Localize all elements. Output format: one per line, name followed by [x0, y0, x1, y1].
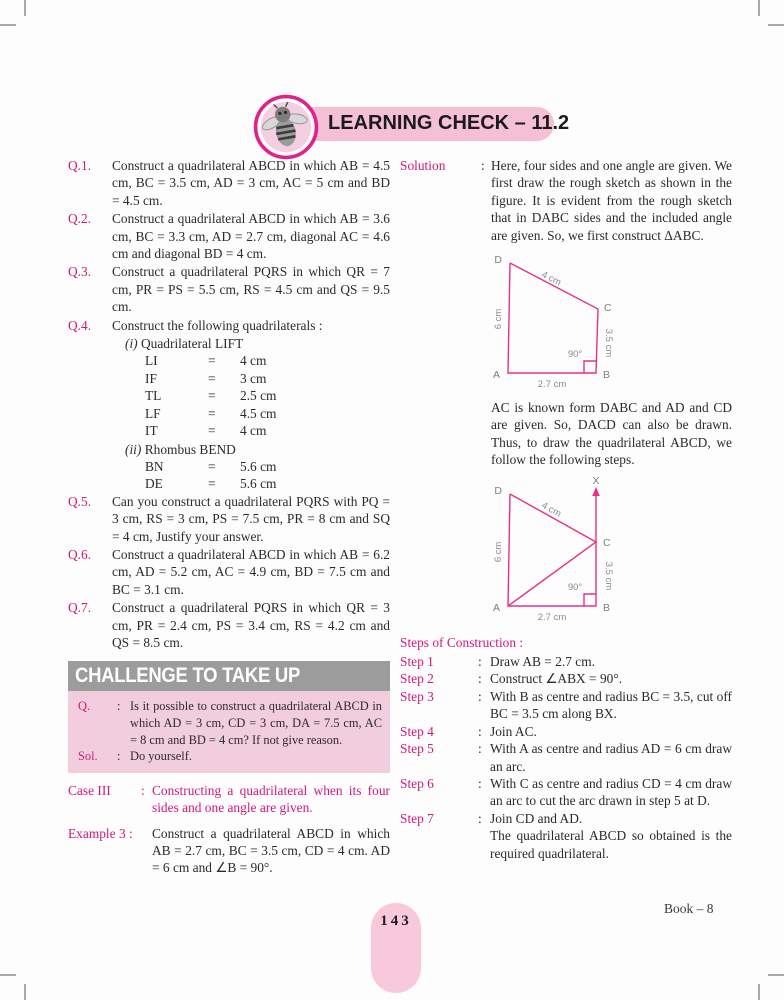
crop-mark [758, 0, 760, 16]
colon-separator: : [117, 699, 121, 714]
side-label-bc: 3.5 cm [603, 328, 614, 358]
step-item-5 [400, 740, 732, 775]
spec-row [68, 387, 390, 404]
book-label: Book – 8 [664, 901, 714, 916]
colon-separator: : [481, 158, 485, 173]
example-text: Construct a quadrilateral ABCD in which AB = 2.7 cm, BC = 3.5 cm, CD = 4 cm. AD = 6 cm and ∠B = 90°. [152, 825, 390, 876]
crop-mark [0, 974, 16, 976]
vertex-label-b: B [603, 601, 611, 614]
step-text: Join CD and AD. [490, 810, 583, 826]
learning-check-banner [292, 107, 570, 141]
solution-mid-text: AC is known form DABC and AD and CD are given. So, DACD can also be drawn. Thus, to draw the quadrilateral ABCD, we follow the following steps. [491, 400, 732, 468]
angle-label-b: 90° [567, 581, 583, 593]
question-item-q3 [68, 263, 390, 315]
vertex-label-x: X [592, 475, 600, 487]
challenge-sol-label: Sol. [78, 749, 98, 764]
challenge-banner-title: CHALLENGE TO TAKE UP [75, 664, 301, 688]
step-label: Step 1 [400, 654, 434, 670]
vertex-label-c: C [603, 536, 611, 549]
vertex-label-a: A [492, 601, 500, 614]
side-label-ab: 2.7 cm [537, 611, 567, 623]
colon-separator: : [478, 775, 482, 791]
challenge-solution [76, 748, 382, 765]
spec-value: 5.6 cm [240, 458, 277, 474]
colon-separator: : [478, 810, 482, 826]
colon-separator: : [478, 723, 482, 739]
spec-side: TL [145, 388, 162, 404]
step-label: Step 5 [400, 741, 434, 757]
step-item-2 [400, 670, 732, 687]
question-item-q2 [68, 210, 390, 262]
side-label-ad: 6 cm [493, 308, 504, 330]
case-text: Constructing a quadrilateral when its four sides and one angle are given. [152, 782, 390, 816]
spec-equals: = [208, 388, 216, 404]
q4-part-i-title [68, 335, 390, 352]
question-label: Q.3. [68, 264, 92, 280]
spec-side: DE [145, 476, 163, 492]
step-text: Draw AB = 2.7 cm. [490, 654, 595, 670]
question-label: Q.1. [68, 158, 92, 173]
crop-mark [768, 24, 784, 26]
spec-equals: = [208, 476, 216, 492]
side-label-ab: 2.7 cm [537, 379, 567, 391]
question-item-q4 [68, 317, 390, 334]
crop-mark [758, 984, 760, 1000]
part-label: (i) [125, 336, 138, 352]
colon-separator: : [478, 654, 482, 670]
spec-value: 4 cm [240, 423, 267, 439]
part-title-text: Quadrilateral LIFT [141, 336, 244, 352]
spec-value: 4 cm [240, 353, 267, 369]
spec-value: 4.5 cm [240, 405, 277, 421]
case-heading [68, 782, 390, 817]
crop-mark [24, 0, 26, 16]
part-title-text: Rhombus BEND [144, 441, 236, 457]
question-item-q7 [68, 599, 390, 651]
left-column [68, 157, 390, 877]
question-item-q5 [68, 493, 390, 545]
construction-figure [462, 476, 652, 628]
step-item-3 [400, 688, 732, 723]
vertex-label-d: D [494, 254, 502, 267]
question-label: Q.6. [68, 546, 92, 562]
colon-separator: : [478, 688, 482, 704]
challenge-banner [68, 661, 390, 691]
side-label-dc: 4 cm [539, 269, 563, 289]
step-text: With A as centre and radius AD = 6 cm draw an arc. [490, 741, 732, 774]
question-item-q6 [68, 546, 390, 598]
angle-label-b: 90° [567, 349, 583, 361]
steps-conclusion: The quadrilateral ABCD so obtained is the required quadrilateral. [490, 828, 732, 861]
crop-mark [0, 24, 16, 26]
side-label-ad: 6 cm [493, 541, 504, 562]
challenge-question [76, 698, 382, 748]
step-label: Step 4 [400, 723, 434, 739]
question-text: Construct a quadrilateral ABCD in which AB = 4.5 cm, BC = 3.5 cm, AD = 3 cm, AC = 5 cm and BD = 4.5 cm. [112, 158, 390, 208]
page-number: 143 [380, 913, 412, 929]
spec-value: 5.6 cm [240, 476, 277, 492]
question-text: Construct a quadrilateral ABCD in which AB = 3.6 cm, BC = 3.3 cm, AD = 2.7 cm, diagonal AC = 4.6 cm and diagonal BD = 4 cm. [112, 211, 390, 262]
spec-equals: = [208, 353, 216, 369]
spec-row [68, 352, 390, 369]
vertex-label-b: B [603, 369, 611, 382]
step-text: Construct ∠ABX = 90°. [490, 671, 623, 687]
spec-side: IF [145, 370, 157, 386]
spec-row [68, 458, 390, 475]
challenge-q-text: Is it possible to construct a quadrilateral ABCD in which AD = 3 cm, CD = 3 cm, DA = 7.5 cm, AC = 8 cm and BD = 4 cm? If not give reason. [130, 699, 382, 747]
step-item-7 [400, 810, 732, 827]
crop-mark [768, 974, 784, 976]
step-item-1 [400, 653, 732, 670]
spec-row [68, 405, 390, 422]
step-text: With C as centre and radius CD = 4 cm draw an arc to cut the arc drawn in step 5 at D. [490, 775, 732, 809]
question-label: Q.4. [68, 317, 92, 333]
step-text: With B as centre and radius BC = 3.5, cut off BC = 3.5 cm along BX. [490, 688, 732, 722]
challenge-box [68, 691, 390, 772]
vertex-label-d: D [494, 484, 502, 497]
page-number-pill [371, 903, 421, 993]
spec-side: LF [145, 405, 161, 421]
question-text: Can you construct a quadrilateral PQRS with PQ = 3 cm, RS = 3 cm, PS = 7.5 cm, PR = 8 cm and SQ = 4 cm, Justify your answer. [112, 493, 390, 544]
step-item-4 [400, 723, 732, 740]
step-item-6 [400, 775, 732, 810]
spec-row [68, 370, 390, 387]
step-label: Step 2 [400, 671, 434, 687]
question-text: Construct a quadrilateral ABCD in which AB = 6.2 cm, AD = 5.2 cm, AC = 4.9 cm, BD = 7.5 cm and BC = 3.1 cm. [112, 546, 390, 597]
spec-side: IT [145, 423, 158, 439]
question-text: Construct a quadrilateral PQRS in which QR = 7 cm, PR = PS = 5.5 cm, RS = 4.5 cm and QS = 9.5 cm. [112, 264, 390, 315]
colon-separator: : [478, 741, 482, 757]
spec-equals: = [208, 370, 216, 386]
spec-side: BN [145, 458, 164, 474]
solution-continuation [400, 399, 732, 469]
step-label: Step 3 [400, 688, 434, 704]
vertex-label-c: C [604, 302, 612, 315]
spec-row [68, 422, 390, 439]
challenge-sol-text: Do yourself. [130, 749, 192, 764]
solution-label: Solution [400, 158, 446, 173]
q4-part-ii-title [68, 441, 390, 458]
colon-separator: : [141, 782, 145, 798]
side-label-dc: 4 cm [539, 499, 563, 520]
example-label: Example 3 : [68, 825, 133, 841]
bee-icon [253, 94, 319, 160]
step-label: Step 6 [400, 775, 434, 791]
example-item [68, 825, 390, 877]
steps-title: Steps of Construction : [400, 634, 524, 650]
spec-value: 2.5 cm [240, 388, 277, 404]
question-text: Construct the following quadrilaterals : [112, 317, 323, 333]
question-item-q1 [68, 157, 390, 209]
spec-value: 3 cm [240, 370, 267, 386]
part-label: (ii) [125, 441, 142, 457]
spec-equals: = [208, 458, 216, 474]
case-label: Case III [68, 782, 111, 798]
spec-row [68, 475, 390, 492]
rough-sketch-figure [462, 251, 652, 396]
colon-separator: : [117, 749, 121, 764]
step-text: Join AC. [490, 723, 537, 739]
question-label: Q.5. [68, 493, 92, 509]
step-label: Step 7 [400, 810, 434, 826]
question-label: Q.7. [68, 600, 92, 616]
challenge-q-label: Q. [78, 699, 91, 714]
spec-equals: = [208, 405, 216, 421]
vertex-label-a: A [492, 369, 500, 382]
question-text: Construct a quadrilateral PQRS in which QR = 3 cm, PR = 2.4 cm, PS = 3.4 cm, RS = 4.2 cm and QS = 8.5 cm. [112, 600, 390, 650]
side-label-bc: 3.5 cm [603, 561, 614, 590]
section-title: LEARNING CHECK – 11.2 [328, 112, 570, 134]
colon-separator: : [478, 671, 482, 687]
right-column [400, 157, 732, 862]
crop-mark [24, 984, 26, 1000]
question-label: Q.2. [68, 211, 92, 227]
solution-block [400, 157, 732, 244]
spec-equals: = [208, 423, 216, 439]
solution-text: Here, four sides and one angle are given. We first draw the rough sketch as shown in the figure. It is evident from the rough sketch that in DABC sides and the included angle are given. So, we first construct ΔABC. [491, 158, 732, 243]
spec-side: LI [145, 353, 158, 369]
